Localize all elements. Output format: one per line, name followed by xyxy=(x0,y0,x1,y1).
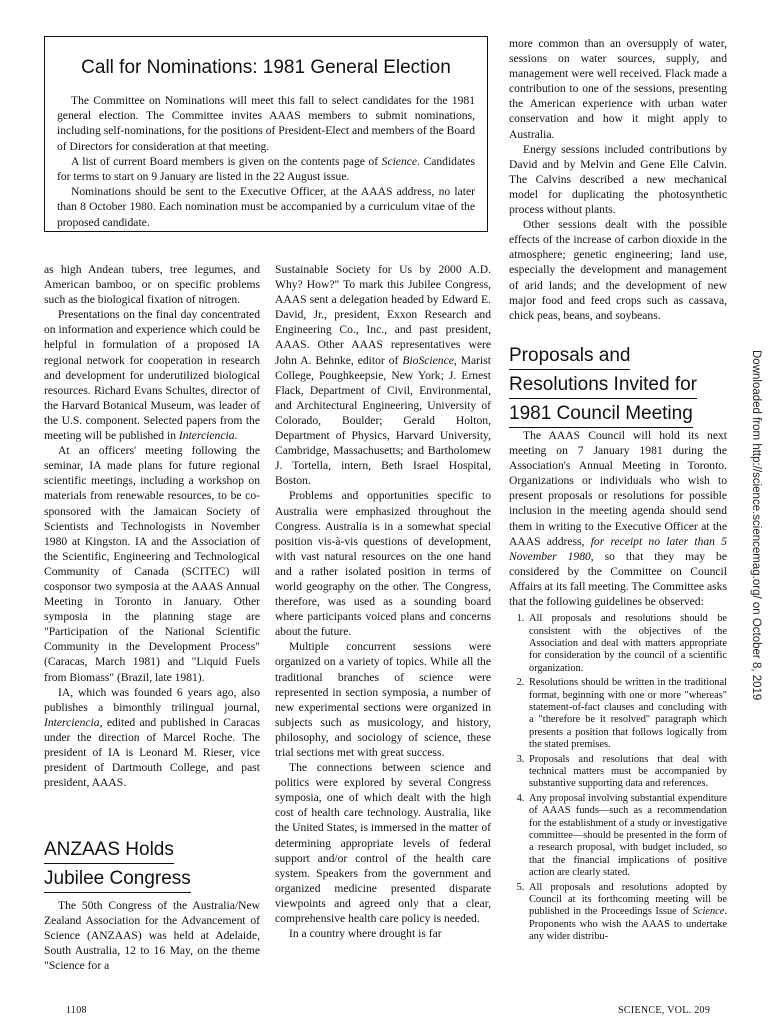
nominations-title: Call for Nominations: 1981 General Election xyxy=(81,57,451,78)
body-paragraph: Sustainable Society for Us by 2000 A.D. Why? How?" To mark this Jubilee Congress, AAAS sent a delegation headed by Edward E. David, Jr., president, Exxon Research and Engineering Co., Inc., and past president, AAAS. Other AAAS representatives were John A. Behnke, editor of BioScience, Marist College, Poughkeepsie, New York; J. Ernest Flack, Department of Civil, Environmental, and Architectural Engineering, University of Colorado, Boulder; Gerald Holton, Department of Physics, Harvard University, Cambridge, Massachusetts; and Bartholomew J. Tortella, intern, Beth Israel Hospital, Boston. xyxy=(275,263,491,488)
column-2 xyxy=(275,262,491,941)
journal-volume: SCIENCE, VOL. 209 xyxy=(618,1005,711,1016)
nominations-paragraph: Nominations should be sent to the Executive Officer, at the AAAS address, no later than 8 October 1980. Each nomination must be accompanied by a curriculum vitae of the proposed candidate. xyxy=(57,185,475,229)
body-paragraph: more common than an oversupply of water, sessions on water sources, supply, and management were well received. Flack made a contribution to one of the sessions, presenting the American experience with urban water conservation and how it might apply to Australia. xyxy=(509,37,727,141)
nominations-paragraph: A list of current Board members is given on the contents page of Science. Candidates for terms to start on 9 January are listed in the 22 August issue. xyxy=(57,154,475,184)
body-paragraph: Presentations on the final day concentrated on information and experience which could be helpful in formulation of a proposed IA regional network for cooperation in research and development for underutilized biological resources. Richard Evans Schultes, director of the Harvard Botanical Museum, was leader of the U.S. component. Selected papers from the meeting will be published in Interciencia. xyxy=(44,308,260,443)
guideline-item: 2. Resolutions should be written in the traditional format, beginning with one or more "whereas" statement-of-fact clauses and concluding with a "therefore be it resolved" paragraph which presents a position that follows logically from the stated premises. xyxy=(527,677,727,751)
body-paragraph: The 50th Congress of the Australia/New Zealand Association for the Advancement of Science (ANZAAS) was held at Adelaide, South Australia, 12 to 16 May, on the theme "Science for a xyxy=(44,899,260,973)
guideline-item: 5. All proposals and resolutions adopted by Council at its forthcoming meeting will be published in the Proceedings Issue of Science. Proponents who wish the AAAS to undertake any wider distribu- xyxy=(527,882,727,944)
column-1 xyxy=(44,262,260,790)
body-paragraph: At an officers' meeting following the seminar, IA made plans for future regional scientific meetings, including a workshop on materials from renewable resources, to be co-sponsored with the Jamaican Society of Scientists and Technologists in November 1980 at Kingston. IA and the Association of the Scientific, Engineering and Technological Community of Canada (SCITEC) will cosponsor two symposia at the AAAS Annual Meeting in Toronto in January. Other symposia in the planning stage are "Participation of the National Scientific Community in the Development Process" (Caracas, March 1981) and "Liquid Fuels from Biomass" (Brazil, late 1981). xyxy=(44,444,260,684)
heading-line: ANZAAS Holds xyxy=(44,838,174,864)
nominations-paragraph: The Committee on Nominations will meet this fall to select candidates for the 1981 general election. The Committee invites AAAS members to submit nominations, including self-nominations, for the positions of President-Elect and members of the Board of Directors for consideration at that meeting. xyxy=(57,94,475,153)
body-paragraph: The AAAS Council will hold its next meeting on 7 January 1981 during the Association's Annual Meeting in Toronto. Organizations or individuals who wish to present proposals or resolutions for possible inclusion in the meeting agenda should send them in writing to the Executive Officer at the AAAS address, for receipt no later than 5 November 1980, so that they may be considered by the Committee on Council Affairs at its fall meeting. The Committee asks that the following guidelines be observed: xyxy=(509,429,727,609)
proposals-heading xyxy=(509,344,697,431)
heading-line: Resolutions Invited for xyxy=(509,373,697,399)
nominations-body xyxy=(57,93,475,230)
column-3-lower xyxy=(509,428,727,946)
page-number: 1108 xyxy=(66,1005,87,1016)
download-notice: Downloaded from http://science.sciencemag.org/ on October 8, 2019 xyxy=(750,350,762,701)
column-1-lower xyxy=(44,898,260,973)
body-paragraph: Problems and opportunities specific to Australia were emphasized throughout the Congress. Australia is in a somewhat special position vis-à-vis questions of development, with vast natural resources on the one hand and a rather isolated position in terms of world geography on the other. The Congress, therefore, was used as a sounding board where participants voiced plans and concerns about the future. xyxy=(275,489,491,639)
body-paragraph: Energy sessions included contributions by David and by Melvin and Gene Elle Calvin. The Calvins described a new mechanical model for duplicating the photosynthetic process without plants. xyxy=(509,142,727,217)
guideline-item: 4. Any proposal involving substantial expenditure of AAAS funds—such as a recommendation for the establishment of a study or investigative committee—should be presented in the form of a research proposal, with budget included, so that the financial implications of positive action are clearly stated. xyxy=(527,793,727,880)
body-paragraph: Other sessions dealt with the possible effects of the increase of carbon dioxide in the atmosphere; genetic engineering; land use, especially the development and management of arid lands; and the development of new major food and feed crops such as cassava, chick peas, beans, and soybeans. xyxy=(509,218,727,322)
heading-line: Proposals and xyxy=(509,344,630,370)
body-paragraph: In a country where drought is far xyxy=(289,927,442,941)
guideline-item: 1. All proposals and resolutions should be consistent with the objectives of the Association and deal with matters appropriate for consideration by the council of a scientific organization. xyxy=(527,613,727,675)
guideline-item: 3. Proposals and resolutions that deal with technical matters must be accompanied by substantive supporting data and references. xyxy=(527,754,727,791)
body-paragraph: Multiple concurrent sessions were organized on a variety of topics. While all the traditional branches of science were represented in section symposia, a number of new experimental sections were organized in subjects such as musicology, and history, philosophy, and sociology of science, these trial sections met with great success. xyxy=(275,640,491,759)
column-3 xyxy=(509,36,727,323)
guidelines-list xyxy=(509,613,727,944)
heading-line: Jubilee Congress xyxy=(44,867,191,893)
nominations-box xyxy=(44,36,488,232)
body-paragraph: as high Andean tubers, tree legumes, and American bamboo, or on specific problems such as the biological fixation of nitrogen. xyxy=(44,263,260,307)
body-paragraph: The connections between science and politics were explored by several Congress symposia, one of which dealt with the high cost of health care technology. Australia, like the United States, is immersed in the matter of determining appropriate levels of federal support and/or control of the health care system. Speakers from the government and organized medicine presented disparate viewpoints and agreed only that a clear, comprehensive health care policy is needed. xyxy=(275,761,491,926)
body-paragraph: IA, which was founded 6 years ago, also publishes a bimonthly trilingual journal, Interciencia, edited and published in Caracas under the direction of Marcel Roche. The president of IA is Leonard M. Rieser, vice president of Dartmouth College, and past president, AAAS. xyxy=(44,685,260,790)
anzaas-heading xyxy=(44,838,191,896)
heading-line: 1981 Council Meeting xyxy=(509,402,693,428)
